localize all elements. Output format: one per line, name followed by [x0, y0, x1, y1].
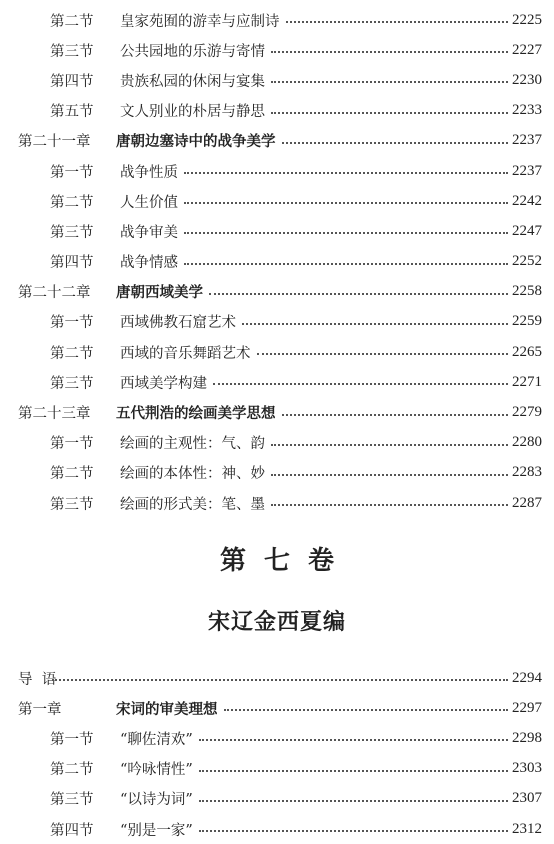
- dot-leader: [242, 323, 508, 325]
- dot-leader: [213, 383, 508, 385]
- toc-entry-title: 西域佛教石窟艺术: [120, 315, 236, 332]
- toc-entry-number: 第一节: [50, 436, 94, 453]
- toc-entry-section: [18, 814, 542, 844]
- toc-entry-title: 贵族私园的休闲与宴集: [120, 73, 265, 90]
- dot-leader: [282, 142, 509, 144]
- dot-leader: [52, 679, 508, 681]
- toc-entry-number: 第一节: [50, 315, 94, 332]
- toc-entry-title: 唐朝边塞诗中的战争美学: [116, 134, 276, 151]
- toc-entry-page: 2280: [512, 434, 542, 451]
- toc-entry-title: “聊佐清欢”: [120, 731, 193, 748]
- toc-entry-title: 绘画的形式美：笔、墨: [120, 496, 265, 513]
- dot-leader: [199, 739, 508, 741]
- toc-entry-number: 第一节: [50, 164, 94, 181]
- toc-entry-page: 2225: [512, 11, 542, 28]
- toc-entry-page: 2298: [512, 729, 542, 746]
- toc-entry-number: 第五节: [50, 104, 94, 121]
- toc-entry-section: [18, 723, 542, 753]
- dot-leader: [286, 21, 509, 23]
- toc-entry-page: 2303: [512, 760, 542, 777]
- toc-entry-title: 文人别业的朴居与静思: [120, 104, 265, 121]
- toc-entry-number: 第三节: [50, 496, 94, 513]
- toc-entry-section: [18, 784, 542, 814]
- toc-entry-number: 第二十三章: [18, 406, 91, 423]
- toc-entry-chapter: [18, 397, 542, 427]
- toc-entry-section: [18, 337, 542, 367]
- dot-leader: [199, 830, 508, 832]
- toc-entry-page: 2227: [512, 41, 542, 58]
- dot-leader: [271, 474, 508, 476]
- toc-entry-page: 2237: [512, 132, 542, 149]
- toc-entry-title: 西域美学构建: [120, 375, 207, 392]
- toc-entry-section: [18, 65, 542, 95]
- toc-entry-section: [18, 96, 542, 126]
- toc-entry-title: 战争审美: [120, 224, 178, 241]
- toc-entry-title: 人生价值: [120, 194, 178, 211]
- toc-entry-section: [18, 5, 542, 35]
- toc-entry-page: 2230: [512, 71, 542, 88]
- toc-entry-number: 第三节: [50, 375, 94, 392]
- dot-leader: [224, 709, 509, 711]
- dot-leader: [257, 353, 509, 355]
- dot-leader: [184, 263, 508, 265]
- toc-list-bottom: [18, 663, 542, 844]
- toc-entry-page: 2279: [512, 404, 542, 421]
- dot-leader: [209, 293, 508, 295]
- dot-leader: [199, 770, 508, 772]
- toc-entry-number: 第一章: [18, 701, 62, 718]
- toc-entry-section: [18, 488, 542, 518]
- toc-entry-page: 2259: [512, 313, 542, 330]
- toc-entry-number: 第二节: [50, 13, 94, 30]
- toc-entry-page: 2252: [512, 253, 542, 270]
- dot-leader: [282, 414, 509, 416]
- toc-entry-page: 2247: [512, 222, 542, 239]
- toc-entry-intro: [18, 663, 542, 693]
- toc-entry-title: 唐朝西域美学: [116, 285, 203, 302]
- toc-entry-page: 2287: [512, 494, 542, 511]
- toc-entry-page: 2258: [512, 283, 542, 300]
- toc-entry-number: 第四节: [50, 255, 94, 272]
- dot-leader: [271, 81, 508, 83]
- dot-leader: [184, 202, 508, 204]
- toc-entry-title: “以诗为词”: [120, 792, 193, 809]
- toc-entry-title: 五代荆浩的绘画美学思想: [116, 406, 276, 423]
- toc-entry-section: [18, 247, 542, 277]
- toc-entry-chapter: [18, 277, 542, 307]
- toc-entry-number: 第三节: [50, 224, 94, 241]
- toc-entry-page: 2307: [512, 790, 542, 807]
- toc-entry-number: 第二节: [50, 194, 94, 211]
- toc-entry-title: “别是一家”: [120, 822, 193, 839]
- toc-entry-number: 第二节: [50, 345, 94, 362]
- toc-entry-number: 第二十一章: [18, 134, 91, 151]
- toc-entry-section: [18, 428, 542, 458]
- toc-entry-title: 绘画的主观性：气、韵: [120, 436, 265, 453]
- toc-entry-page: 2294: [512, 669, 542, 686]
- toc-entry-page: 2237: [512, 162, 542, 179]
- toc-entry-number: 第三节: [50, 43, 94, 60]
- toc-entry-section: [18, 307, 542, 337]
- toc-entry-page: 2265: [512, 343, 542, 360]
- toc-entry-section: [18, 186, 542, 216]
- toc-entry-chapter: [18, 693, 542, 723]
- toc-entry-page: 2283: [512, 464, 542, 481]
- toc-entry-title: 公共园地的乐游与寄情: [120, 43, 265, 60]
- toc-entry-number: 第一节: [50, 731, 94, 748]
- volume-subtitle: 宋辽金西夏编: [207, 610, 346, 635]
- toc-entry-number: 导 语: [18, 671, 57, 688]
- toc-entry-number: 第二十二章: [18, 285, 91, 302]
- toc-entry-title: 宋词的审美理想: [116, 701, 218, 718]
- dot-leader: [271, 51, 508, 53]
- volume-title: 第七卷: [219, 546, 352, 576]
- dot-leader: [184, 232, 508, 234]
- toc-entry-number: 第二节: [50, 762, 94, 779]
- dot-leader: [271, 504, 508, 506]
- dot-leader: [199, 800, 508, 802]
- toc-entry-page: 2233: [512, 102, 542, 119]
- toc-entry-section: [18, 367, 542, 397]
- toc-entry-chapter: [18, 126, 542, 156]
- toc-entry-section: [18, 216, 542, 246]
- dot-leader: [271, 112, 508, 114]
- toc-entry-title: 西域的音乐舞蹈艺术: [120, 345, 251, 362]
- toc-entry-title: “吟咏情性”: [120, 762, 193, 779]
- toc-entry-title: 绘画的本体性：神、妙: [120, 466, 265, 483]
- toc-list-top: [18, 5, 542, 518]
- toc-entry-number: 第三节: [50, 792, 94, 809]
- dot-leader: [184, 172, 508, 174]
- toc-entry-page: 2242: [512, 192, 542, 209]
- toc-entry-section: [18, 156, 542, 186]
- toc-entry-section: [18, 458, 542, 488]
- toc-entry-page: 2297: [512, 699, 542, 716]
- toc-entry-title: 战争情感: [120, 255, 178, 272]
- toc-entry-page: 2271: [512, 373, 542, 390]
- toc-entry-number: 第二节: [50, 466, 94, 483]
- toc-entry-section: [18, 35, 542, 65]
- toc-entry-page: 2312: [512, 820, 542, 837]
- toc-entry-title: 皇家苑囿的游幸与应制诗: [120, 13, 280, 30]
- toc-entry-title: 战争性质: [120, 164, 178, 181]
- toc-entry-number: 第四节: [50, 73, 94, 90]
- toc-entry-number: 第四节: [50, 822, 94, 839]
- toc-entry-section: [18, 754, 542, 784]
- dot-leader: [271, 444, 508, 446]
